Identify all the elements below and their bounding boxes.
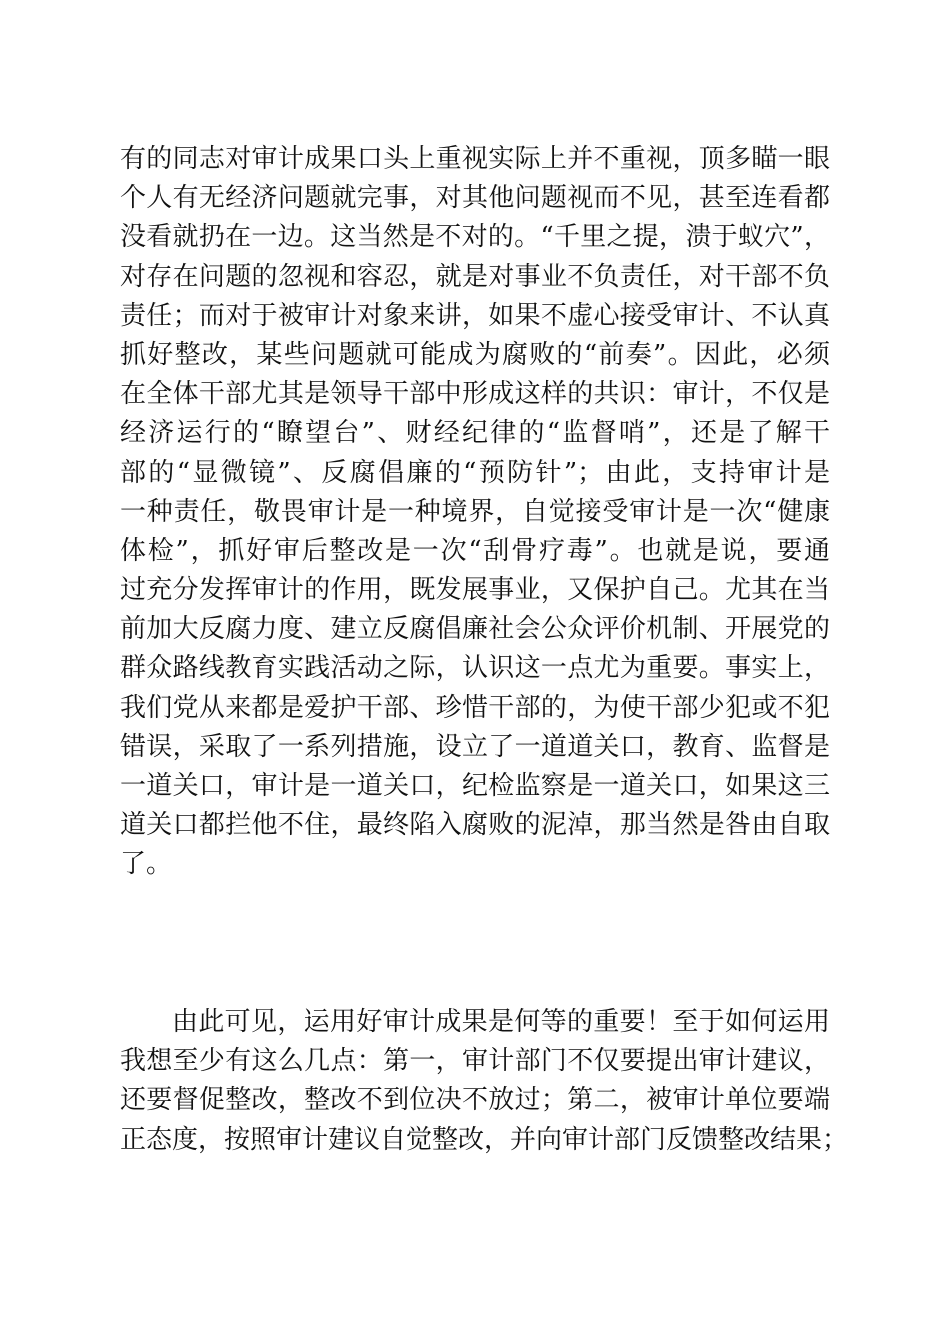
text-line: 经济运行的“瞭望台”、财经纪律的“监督哨”，还是了解干 [120, 418, 830, 449]
text-line: 有的同志对审计成果口头上重视实际上并不重视，顶多瞄一眼 [120, 144, 830, 174]
text-line: 过充分发挥审计的作用，既发展事业，又保护自己。尤其在当 [120, 575, 830, 606]
text-line: 我们党从来都是爱护干部、珍惜干部的，为使干部少犯或不犯 [120, 692, 830, 723]
text-line: 道关口都拦他不住，最终陷入腐败的泥淖，那当然是咎由自取 [120, 810, 830, 841]
text-line: 错误，采取了一系列措施，设立了一道道关口，教育、监督是 [120, 731, 830, 762]
text-line: 体检”，抓好审后整改是一次“刮骨疗毒”。也就是说，要通 [120, 535, 830, 566]
text-line: 一种责任，敬畏审计是一种境界，自觉接受审计是一次“健康 [120, 496, 830, 527]
text-line: 我想至少有这么几点：第一，审计部门不仅要提出审计建议， [120, 1046, 830, 1077]
text-line: 了。 [120, 849, 173, 880]
text-line: 在全体干部尤其是领导干部中形成这样的共识：审计，不仅是 [120, 379, 830, 410]
text-line: 前加大反腐力度、建立反腐倡廉社会公众评价机制、开展党的 [120, 614, 830, 645]
text-line: 责任；而对于被审计对象来讲，如果不虚心接受审计、不认真 [120, 300, 830, 331]
text-line: 由此可见，运用好审计成果是何等的重要！至于如何运用 [172, 1007, 830, 1037]
text-line: 正态度，按照审计建议自觉整改，并向审计部门反馈整改结果； [120, 1124, 849, 1155]
body-paragraph-2 [120, 1003, 849, 1160]
text-line: 个人有无经济问题就完事，对其他问题视而不见，甚至连看都 [120, 183, 830, 214]
text-line: 还要督促整改，整改不到位决不放过；第二，被审计单位要端 [120, 1085, 830, 1116]
body-paragraph-1 [120, 140, 830, 885]
text-line: 一道关口，审计是一道关口，纪检监察是一道关口，如果这三 [120, 771, 830, 801]
text-line: 对存在问题的忽视和容忍，就是对事业不负责任，对干部不负 [120, 261, 830, 292]
text-line: 群众路线教育实践活动之际，认识这一点尤为重要。事实上， [120, 653, 830, 684]
text-line: 没看就扔在一边。这当然是不对的。“千里之提，溃于蚁穴”， [120, 222, 830, 253]
text-line: 抓好整改，某些问题就可能成为腐败的“前奏”。因此，必须 [120, 339, 830, 370]
text-line: 部的“显微镜”、反腐倡廉的“预防针”；由此，支持审计是 [120, 457, 830, 488]
